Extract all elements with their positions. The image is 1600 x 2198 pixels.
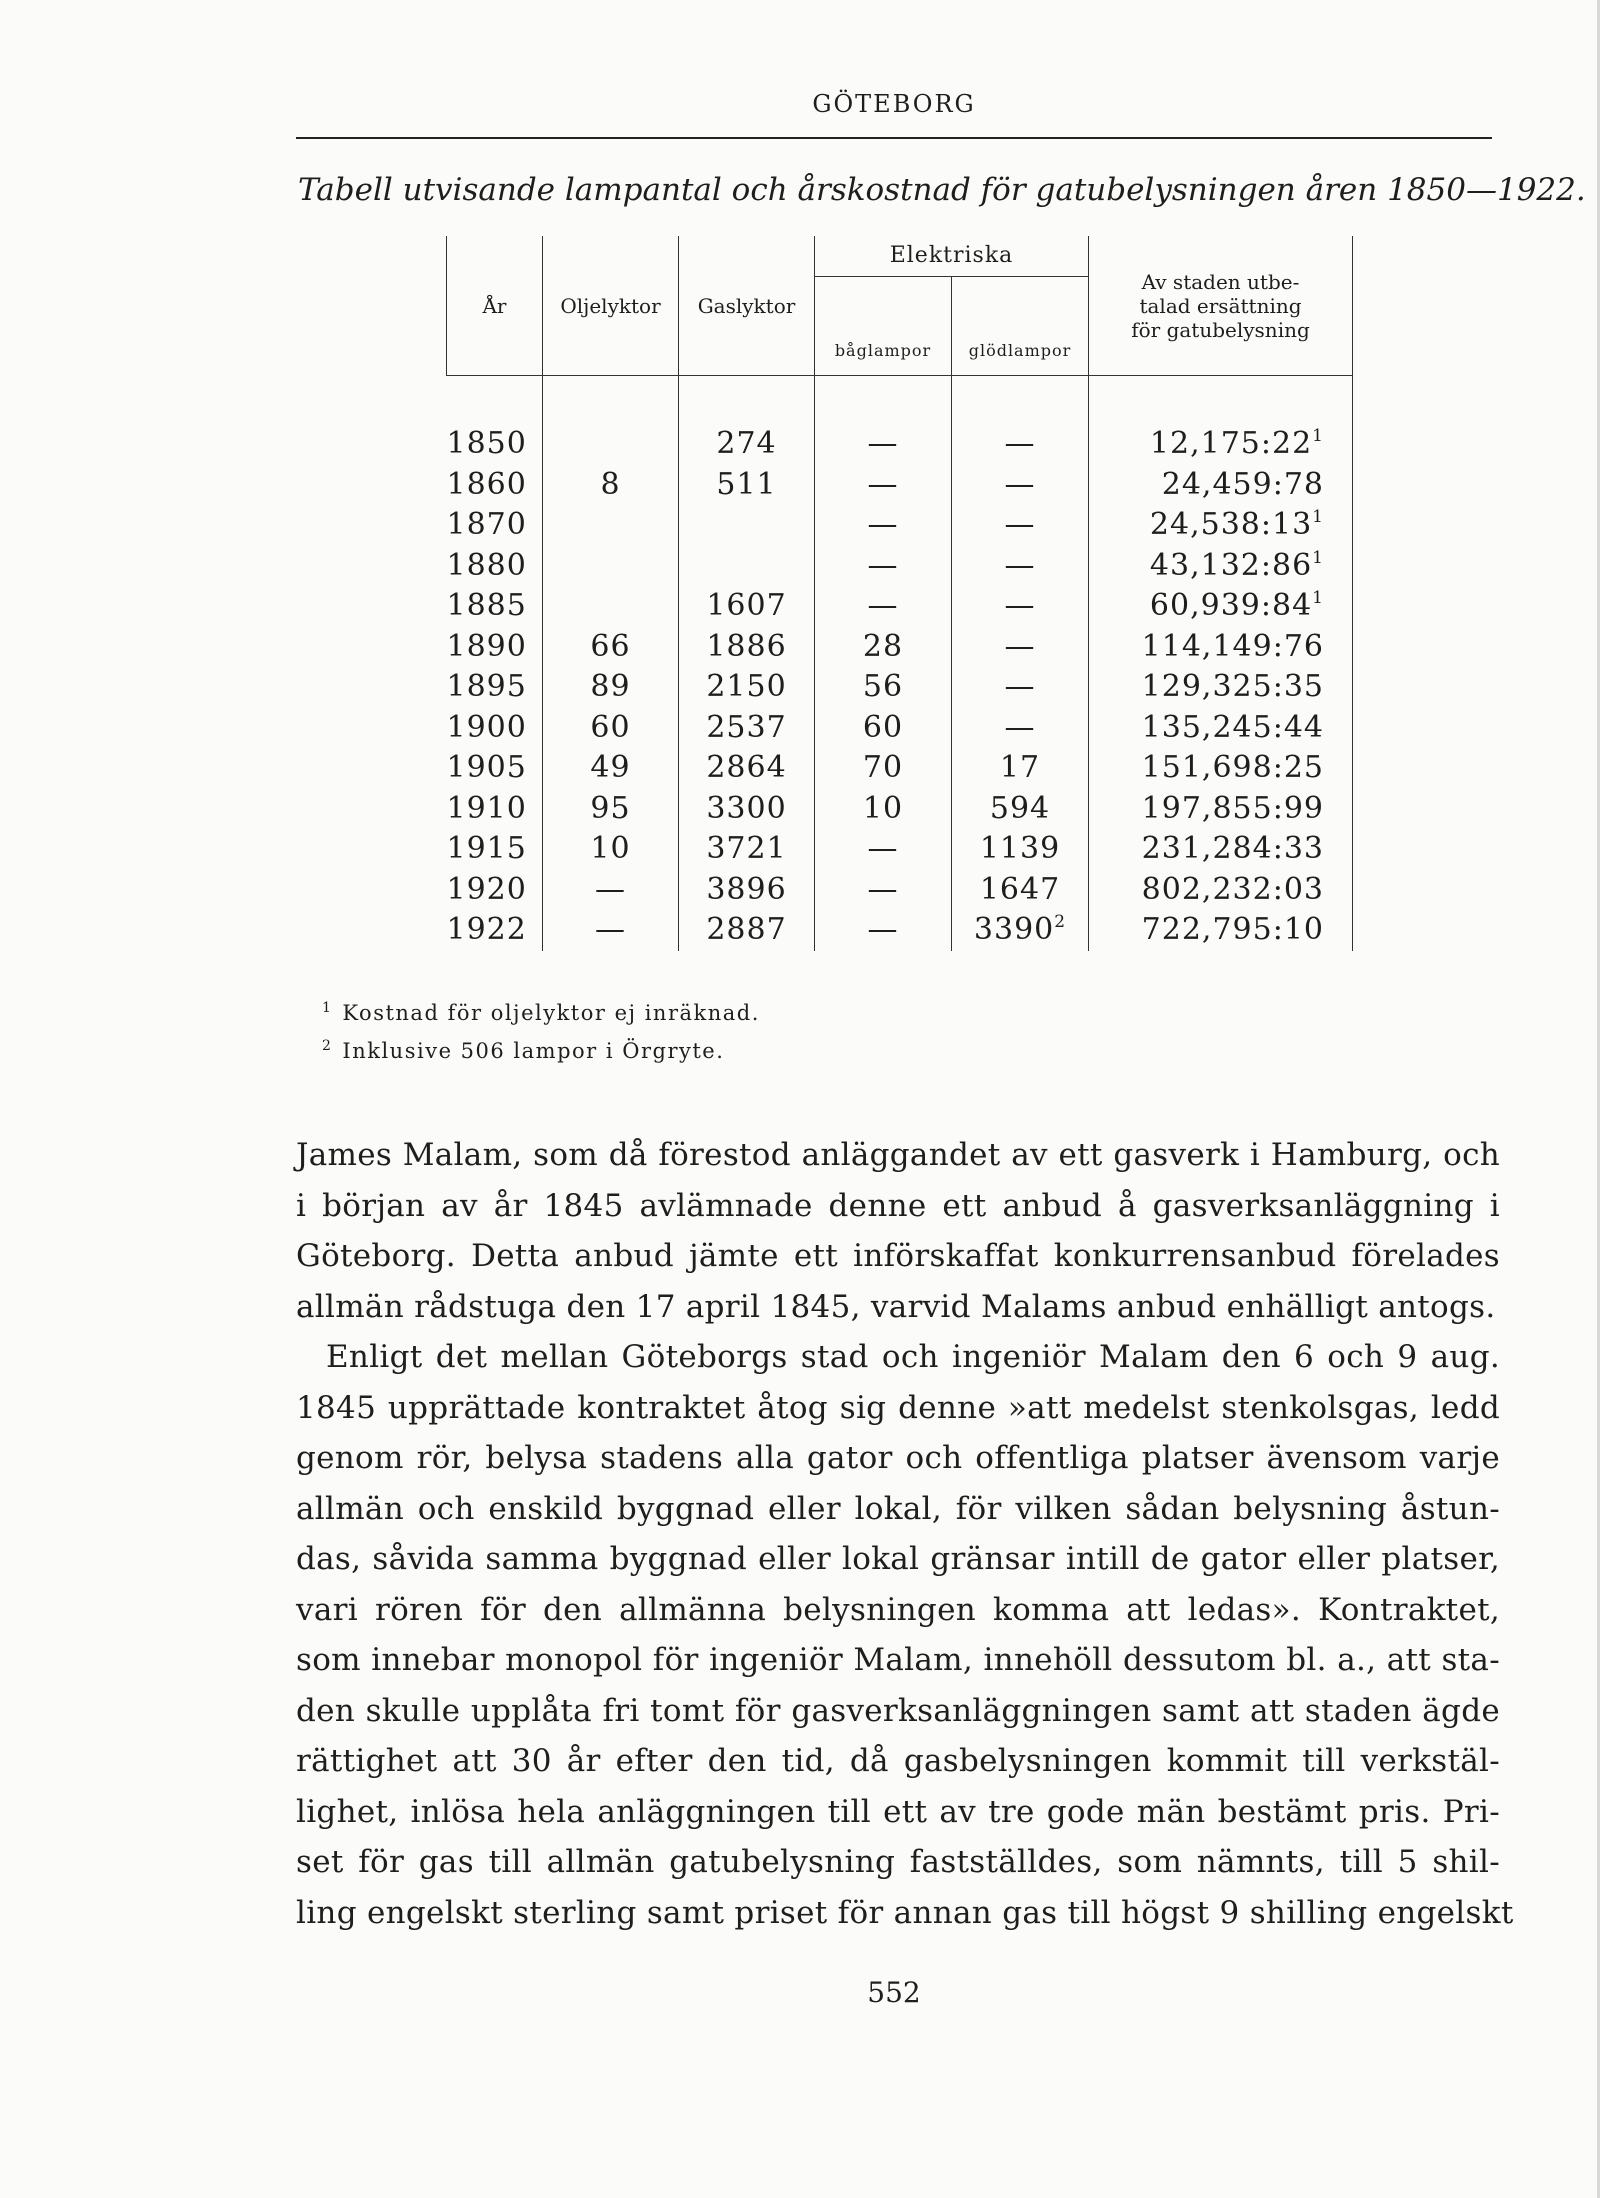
cell-incandescent bbox=[952, 627, 1089, 668]
cell-cost-value: 24,538:13 bbox=[1149, 507, 1313, 542]
cell-year bbox=[447, 424, 543, 465]
cell-cost-value: 722,795:10 bbox=[1141, 912, 1324, 947]
cell-incandescent bbox=[952, 586, 1089, 627]
cell-year-value: 1890 bbox=[446, 628, 527, 664]
cell-incandescent bbox=[952, 748, 1089, 789]
cell-cost-value: 114,149:76 bbox=[1141, 628, 1324, 664]
footnote-2 bbox=[322, 1038, 724, 1063]
cell-cost-value: 24,459:78 bbox=[1161, 466, 1324, 502]
cell-gas bbox=[679, 424, 815, 465]
cell-cost bbox=[1089, 829, 1353, 870]
header-year: År bbox=[447, 236, 543, 376]
cell-year bbox=[447, 546, 543, 587]
cell-cost-value: 197,855:99 bbox=[1141, 790, 1324, 826]
cell-incandescent bbox=[952, 829, 1089, 870]
cell-year-value: 1900 bbox=[446, 709, 527, 745]
cell-arc bbox=[815, 627, 952, 668]
table-header bbox=[447, 236, 1353, 424]
cell-year bbox=[447, 748, 543, 789]
cell-oil-value: 66 bbox=[590, 628, 631, 664]
cell-oil bbox=[543, 829, 679, 870]
footnote-1 bbox=[322, 1000, 760, 1025]
table-row bbox=[447, 748, 1353, 789]
cell-incandescent-value: — bbox=[1004, 628, 1036, 664]
cell-cost-value: 802,232:03 bbox=[1141, 871, 1324, 907]
cell-incandescent-value: — bbox=[1004, 547, 1036, 583]
cell-arc-value: 28 bbox=[862, 628, 904, 664]
cell-gas-value: 2887 bbox=[706, 912, 787, 947]
table-row bbox=[447, 586, 1353, 627]
cell-oil bbox=[543, 627, 679, 668]
header-cost-line2: talad ersättning bbox=[1139, 293, 1302, 318]
cell-incandescent-value: 1139 bbox=[979, 831, 1061, 866]
cell-gas-value: 3896 bbox=[706, 871, 787, 907]
cell-cost-value: 12,175:22 bbox=[1149, 426, 1313, 461]
text-line: Göteborg. Detta anbud jämte ett införskaffat konkurrensanbud förelades bbox=[296, 1238, 1500, 1274]
cell-incandescent bbox=[952, 667, 1089, 708]
cell-cost bbox=[1089, 748, 1353, 789]
body-text bbox=[296, 1130, 1514, 1938]
footnote-ref: 1 bbox=[1312, 507, 1324, 527]
cell-oil bbox=[543, 748, 679, 789]
header-incandescent-lamps: glödlampor bbox=[952, 277, 1089, 376]
cell-arc bbox=[815, 505, 952, 546]
cell-cost bbox=[1089, 627, 1353, 668]
cell-incandescent bbox=[952, 870, 1089, 911]
header-gas-lamps: Gaslyktor bbox=[679, 236, 815, 376]
cell-arc-value: — bbox=[867, 912, 899, 947]
table-row bbox=[447, 910, 1353, 951]
cell-oil bbox=[543, 586, 679, 627]
cell-gas bbox=[679, 910, 815, 951]
table-row bbox=[447, 465, 1353, 506]
cell-year-value: 1922 bbox=[446, 912, 527, 947]
text-line: James Malam, som då förestod anläggandet av ett gasverk i Hamburg, och bbox=[296, 1137, 1500, 1173]
cell-gas bbox=[679, 829, 815, 870]
cell-arc-value: — bbox=[867, 871, 899, 907]
cell-oil-value: 10 bbox=[590, 831, 631, 866]
cell-gas-value: 2150 bbox=[706, 669, 787, 704]
cell-year bbox=[447, 465, 543, 506]
cell-oil-value: — bbox=[595, 871, 626, 907]
cell-year bbox=[447, 505, 543, 546]
cell-year-value: 1920 bbox=[446, 871, 527, 907]
cell-arc-value: 10 bbox=[862, 790, 904, 826]
cell-incandescent-value: 3390 bbox=[973, 912, 1055, 947]
text-line: lighet, inlösa hela anläggningen till ett av tre gode män bestämt pris. Pri- bbox=[296, 1793, 1500, 1830]
cell-gas bbox=[679, 627, 815, 668]
cell-arc bbox=[815, 546, 952, 587]
cell-arc-value: — bbox=[867, 426, 899, 461]
cell-arc bbox=[815, 586, 952, 627]
text-line: ling engelskt sterling samt priset för annan gas till högst 9 shilling engelskt bbox=[296, 1894, 1514, 1931]
footnote-mark: 2 bbox=[322, 1038, 333, 1054]
lighting-table bbox=[446, 236, 1353, 951]
cell-arc-value: — bbox=[867, 588, 899, 623]
cell-year-value: 1870 bbox=[446, 507, 527, 542]
cell-oil bbox=[543, 870, 679, 911]
cell-gas-value: 1886 bbox=[706, 628, 787, 664]
cell-incandescent-value: 17 bbox=[999, 750, 1041, 785]
cell-arc-value: — bbox=[867, 831, 899, 866]
text-line: vari rören för den allmänna belysningen komma att ledas». Kontraktet, bbox=[296, 1591, 1500, 1628]
table-caption: Tabell utvisande lampantal och årskostnad för gatubelysningen åren 1850—1922. bbox=[298, 172, 1586, 208]
cell-arc bbox=[815, 789, 952, 830]
cell-incandescent-value: 594 bbox=[989, 790, 1051, 826]
table-row bbox=[447, 870, 1353, 911]
cell-arc-value: — bbox=[867, 547, 899, 583]
text-line: som innebar monopol för ingeniör Malam, innehöll dessutom bl. a., att sta- bbox=[296, 1642, 1500, 1678]
cell-incandescent bbox=[952, 789, 1089, 830]
cell-year-value: 1860 bbox=[446, 466, 527, 502]
cell-cost-value: 43,132:86 bbox=[1149, 547, 1313, 583]
footnote-ref: 1 bbox=[1312, 426, 1324, 446]
table-row bbox=[447, 627, 1353, 668]
cell-cost bbox=[1089, 424, 1353, 465]
paragraph-2 bbox=[296, 1332, 1514, 1938]
header-cost bbox=[1089, 236, 1353, 376]
cell-year-value: 1880 bbox=[446, 547, 527, 583]
header-cost-line3: för gatubelysning bbox=[1131, 317, 1310, 342]
cell-incandescent-value: — bbox=[1004, 507, 1036, 542]
cell-oil bbox=[543, 708, 679, 749]
running-head: GÖTEBORG bbox=[812, 90, 976, 118]
cell-oil bbox=[543, 465, 679, 506]
cell-gas-value: 3721 bbox=[706, 831, 787, 866]
cell-arc-value: 70 bbox=[862, 750, 904, 785]
cell-oil bbox=[543, 546, 679, 587]
cell-incandescent bbox=[952, 424, 1089, 465]
cell-arc bbox=[815, 748, 952, 789]
cell-incandescent-value: — bbox=[1004, 466, 1036, 502]
cell-cost-value: 60,939:84 bbox=[1149, 588, 1313, 623]
cell-arc bbox=[815, 870, 952, 911]
text-line: das, såvida samma byggnad eller lokal gränsar intill de gator eller platser, bbox=[296, 1541, 1500, 1577]
cell-oil-value: — bbox=[595, 912, 626, 947]
cell-incandescent-value: 1647 bbox=[979, 871, 1061, 907]
text-line: i början av år 1845 avlämnade denne ett anbud å gasverksanläggning i bbox=[296, 1187, 1500, 1224]
cell-gas bbox=[679, 789, 815, 830]
header-arc-lamps: båglampor bbox=[815, 277, 952, 376]
cell-gas-value: 511 bbox=[716, 466, 777, 502]
cell-incandescent-value: — bbox=[1004, 669, 1036, 704]
table-row bbox=[447, 789, 1353, 830]
cell-incandescent-value: — bbox=[1004, 709, 1036, 745]
cell-arc bbox=[815, 465, 952, 506]
cell-year-value: 1895 bbox=[446, 669, 527, 704]
footnote-ref: 1 bbox=[1312, 588, 1324, 608]
cell-gas bbox=[679, 505, 815, 546]
table-row bbox=[447, 708, 1353, 749]
cell-year bbox=[447, 708, 543, 749]
cell-cost-value: 129,325:35 bbox=[1141, 669, 1324, 704]
paragraph-1 bbox=[296, 1130, 1500, 1332]
cell-cost bbox=[1089, 708, 1353, 749]
table-row bbox=[447, 546, 1353, 587]
cell-cost bbox=[1089, 546, 1353, 587]
cell-year bbox=[447, 870, 543, 911]
cell-year-value: 1885 bbox=[446, 588, 527, 623]
text-line: set för gas till allmän gatubelysning fastställdes, som nämnts, till 5 shil- bbox=[296, 1844, 1500, 1880]
text-line: 1845 upprättade kontraktet åtog sig denne »att medelst stenkolsgas, ledd bbox=[296, 1389, 1500, 1426]
cell-gas-value: 1607 bbox=[706, 588, 787, 623]
cell-oil-value: 95 bbox=[590, 790, 631, 826]
cell-gas bbox=[679, 748, 815, 789]
table-body bbox=[447, 424, 1353, 951]
cell-gas-value: 2864 bbox=[706, 750, 787, 785]
table-row bbox=[447, 667, 1353, 708]
cell-year bbox=[447, 667, 543, 708]
cell-arc bbox=[815, 829, 952, 870]
footnote-ref: 2 bbox=[1054, 912, 1067, 932]
cell-arc-value: — bbox=[867, 466, 899, 502]
cell-incandescent-value: — bbox=[1004, 426, 1036, 461]
cell-cost-value: 151,698:25 bbox=[1141, 750, 1324, 785]
cell-year bbox=[447, 910, 543, 951]
cell-gas bbox=[679, 708, 815, 749]
cell-oil bbox=[543, 424, 679, 465]
cell-arc-value: — bbox=[867, 507, 899, 542]
cell-year bbox=[447, 627, 543, 668]
cell-arc-value: 56 bbox=[862, 669, 904, 704]
cell-oil-value: 60 bbox=[590, 709, 631, 745]
cell-oil-value: 49 bbox=[590, 750, 631, 785]
cell-oil bbox=[543, 789, 679, 830]
footnote-text: Kostnad för oljelyktor ej inräknad. bbox=[342, 1001, 760, 1025]
table-row bbox=[447, 505, 1353, 546]
cell-cost bbox=[1089, 870, 1353, 911]
cell-arc bbox=[815, 910, 952, 951]
cell-cost bbox=[1089, 465, 1353, 506]
cell-arc bbox=[815, 667, 952, 708]
cell-year bbox=[447, 789, 543, 830]
cell-oil bbox=[543, 910, 679, 951]
header-electric: Elektriska bbox=[815, 236, 1089, 277]
cell-arc-value: 60 bbox=[862, 709, 904, 745]
footnote-text: Inklusive 506 lampor i Örgryte. bbox=[342, 1039, 725, 1063]
cell-gas bbox=[679, 546, 815, 587]
cell-gas bbox=[679, 465, 815, 506]
cell-arc bbox=[815, 424, 952, 465]
cell-cost bbox=[1089, 667, 1353, 708]
cell-incandescent bbox=[952, 546, 1089, 587]
cell-oil bbox=[543, 667, 679, 708]
header-cost-line1: Av staden utbe- bbox=[1141, 269, 1300, 294]
table-row bbox=[447, 829, 1353, 870]
footnote-mark: 1 bbox=[322, 1000, 333, 1016]
cell-incandescent bbox=[952, 465, 1089, 506]
cell-gas bbox=[679, 586, 815, 627]
cell-arc bbox=[815, 708, 952, 749]
table-row bbox=[447, 424, 1353, 465]
cell-incandescent-value: — bbox=[1004, 588, 1036, 623]
cell-cost-value: 231,284:33 bbox=[1141, 831, 1324, 866]
cell-incandescent bbox=[952, 708, 1089, 749]
header-oil-lamps: Oljelyktor bbox=[543, 236, 679, 376]
text-line: allmän och enskild byggnad eller lokal, för vilken sådan belysning åstun- bbox=[296, 1490, 1500, 1527]
cell-cost-value: 135,245:44 bbox=[1141, 709, 1324, 745]
text-line: allmän rådstuga den 17 april 1845, varvid Malams anbud enhälligt antogs. bbox=[296, 1288, 1496, 1325]
cell-year bbox=[447, 829, 543, 870]
cell-cost bbox=[1089, 505, 1353, 546]
cell-oil bbox=[543, 505, 679, 546]
cell-incandescent bbox=[952, 505, 1089, 546]
cell-year-value: 1850 bbox=[446, 426, 527, 461]
text-line: rättighet att 30 år efter den tid, då gasbelysningen kommit till verkstäl- bbox=[296, 1743, 1500, 1779]
cell-year-value: 1910 bbox=[446, 790, 527, 826]
cell-year bbox=[447, 586, 543, 627]
cell-gas-value: 2537 bbox=[706, 709, 787, 745]
cell-gas bbox=[679, 870, 815, 911]
cell-year-value: 1915 bbox=[446, 831, 527, 866]
cell-cost bbox=[1089, 789, 1353, 830]
cell-gas bbox=[679, 667, 815, 708]
page-number: 552 bbox=[867, 1976, 921, 2009]
header-rule bbox=[296, 137, 1492, 139]
cell-gas-value: 274 bbox=[716, 426, 777, 461]
cell-year-value: 1905 bbox=[446, 750, 527, 785]
text-line: Enligt det mellan Göteborgs stad och ingeniör Malam den 6 och 9 aug. bbox=[326, 1339, 1500, 1375]
cell-oil-value: 8 bbox=[600, 466, 621, 502]
text-line: genom rör, belysa stadens alla gator och offentliga platser ävensom varje bbox=[296, 1440, 1500, 1476]
text-line: den skulle upplåta fri tomt för gasverksanläggningen samt att staden ägde bbox=[296, 1692, 1500, 1729]
cell-cost bbox=[1089, 586, 1353, 627]
cell-gas-value: 3300 bbox=[706, 790, 787, 826]
cell-incandescent bbox=[952, 910, 1089, 951]
cell-cost bbox=[1089, 910, 1353, 951]
cell-oil-value: 89 bbox=[590, 669, 631, 704]
footnote-ref: 1 bbox=[1312, 547, 1324, 568]
